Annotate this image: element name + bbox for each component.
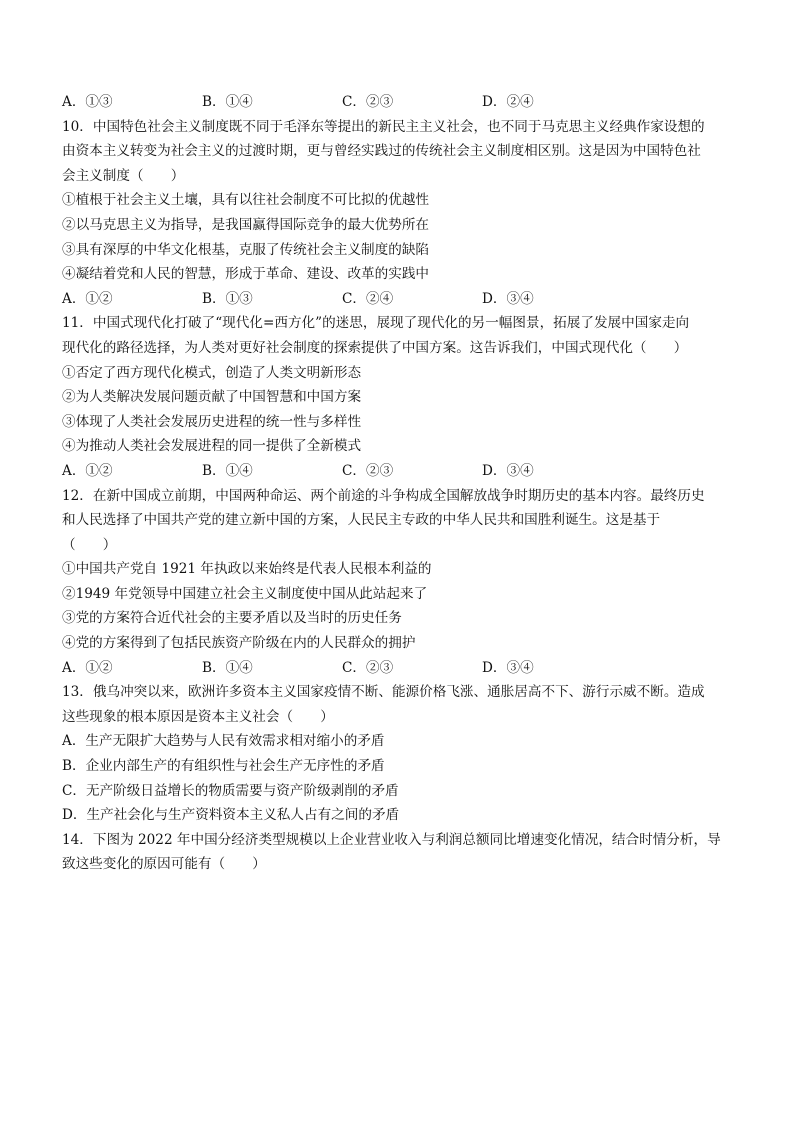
statement-item: ①植根于社会主义土壤，具有以往社会制度不可比拟的优越性 bbox=[62, 192, 430, 209]
option-a: A．①② bbox=[62, 462, 113, 479]
question-stem-line: 12．在新中国成立前期，中国两种命运、两个前途的斗争构成全国解放战争时期历史的基本内容。最终历史 bbox=[62, 487, 705, 504]
option-b: B．①④ bbox=[202, 94, 253, 110]
answer-option-line: B．企业内部生产的有组织性与社会生产无序性的矛盾 bbox=[62, 758, 385, 775]
option-d: D．③④ bbox=[482, 290, 534, 307]
option-b: B．①④ bbox=[202, 462, 253, 479]
question-stem-line: 10．中国特色社会主义制度既不同于毛泽东等提出的新民主主义社会，也不同于马克思主义经典作家设想的 bbox=[62, 118, 705, 135]
statement-item: ②1949 年党领导中国建立社会主义制度使中国从此站起来了 bbox=[62, 585, 428, 602]
statement-item: ④党的方案得到了包括民族资产阶级在内的人民群众的拥护 bbox=[62, 635, 416, 652]
question-stem-line: （ ） bbox=[62, 536, 117, 553]
question-stem-line: 会主义制度（ ） bbox=[62, 167, 185, 184]
option-d: D．③④ bbox=[482, 659, 534, 676]
answer-option-line: D．生产社会化与生产资料资本主义私人占有之间的矛盾 bbox=[62, 807, 400, 824]
question-14 bbox=[62, 828, 732, 877]
option-d: D．②④ bbox=[482, 94, 534, 110]
statement-item: ②以马克思主义为指导，是我国赢得国际竞争的最大优势所在 bbox=[62, 216, 430, 233]
option-b: B．①③ bbox=[202, 290, 253, 307]
answer-options bbox=[62, 287, 732, 312]
question-stem-line: 这些现象的根本原因是资本主义社会（ ） bbox=[62, 708, 334, 725]
option-c: C．②④ bbox=[342, 290, 394, 307]
question-stem-line: 和人民选择了中国共产党的建立新中国的方案，人民民主专政的中华人民共和国胜利诞生。这是基于 bbox=[62, 512, 661, 529]
question-stem-line: 13．俄乌冲突以来，欧洲许多资本主义国家疫情不断、能源价格飞涨、通胀居高不下、游行示威不断。造成 bbox=[62, 684, 705, 701]
option-b: B．①④ bbox=[202, 659, 253, 676]
question-12 bbox=[62, 484, 732, 681]
statement-item: ①中国共产党自 1921 年执政以来始终是代表人民根本利益的 bbox=[62, 561, 432, 578]
option-a: A．①② bbox=[62, 290, 113, 307]
option-d: D．③④ bbox=[482, 462, 534, 479]
option-c: C．②③ bbox=[342, 462, 394, 479]
question-10 bbox=[62, 115, 732, 312]
statement-item: ③体现了人类社会发展历史进程的统一性与多样性 bbox=[62, 413, 362, 430]
question-stem-line: 由资本主义转变为社会主义的过渡时期，更与曾经实践过的传统社会主义制度相区别。这是因为中国特色社 bbox=[62, 143, 701, 160]
answer-options bbox=[62, 656, 732, 681]
question-stem-line: 14．下图为 2022 年中国分经济类型规模以上企业营业收入与利润总额同比增速变化情况，结合时情分析，导 bbox=[62, 831, 721, 848]
statement-item: ②为人类解决发展问题贡献了中国智慧和中国方案 bbox=[62, 389, 362, 406]
statement-item: ①否定了西方现代化模式，创造了人类文明新形态 bbox=[62, 364, 362, 381]
question-stem-line: 致这些变化的原因可能有（ ） bbox=[62, 856, 266, 873]
statement-item: ③党的方案符合近代社会的主要矛盾以及当时的历史任务 bbox=[62, 610, 402, 627]
q9-options bbox=[62, 90, 732, 115]
question-stem-line: 现代化的路径选择，为人类对更好社会制度的探索提供了中国方案。这告诉我们，中国式现代化（ ） bbox=[62, 339, 688, 356]
question-13 bbox=[62, 680, 732, 828]
statement-item: ④凝结着党和人民的智慧，形成于革命、建设、改革的实践中 bbox=[62, 266, 430, 283]
statement-item: ④为推动人类社会发展进程的同一提供了全新模式 bbox=[62, 438, 362, 455]
question-stem-line: 11．中国式现代化打破了“现代化=西方化”的迷思，展现了现代化的另一幅图景，拓展了发展中国家走向 bbox=[62, 315, 690, 332]
question-11 bbox=[62, 311, 732, 483]
exam-page bbox=[62, 90, 732, 877]
option-a: A．①③ bbox=[62, 94, 113, 110]
answer-option-line: C．无产阶级日益增长的物质需要与资产阶级剥削的矛盾 bbox=[62, 782, 399, 799]
answer-option-line: A．生产无限扩大趋势与人民有效需求相对缩小的矛盾 bbox=[62, 733, 385, 750]
statement-item: ③具有深厚的中华文化根基，克服了传统社会主义制度的缺陷 bbox=[62, 241, 430, 258]
option-c: C．②③ bbox=[342, 94, 394, 110]
option-c: C．②③ bbox=[342, 659, 394, 676]
answer-options bbox=[62, 459, 732, 484]
option-a: A．①② bbox=[62, 659, 113, 676]
